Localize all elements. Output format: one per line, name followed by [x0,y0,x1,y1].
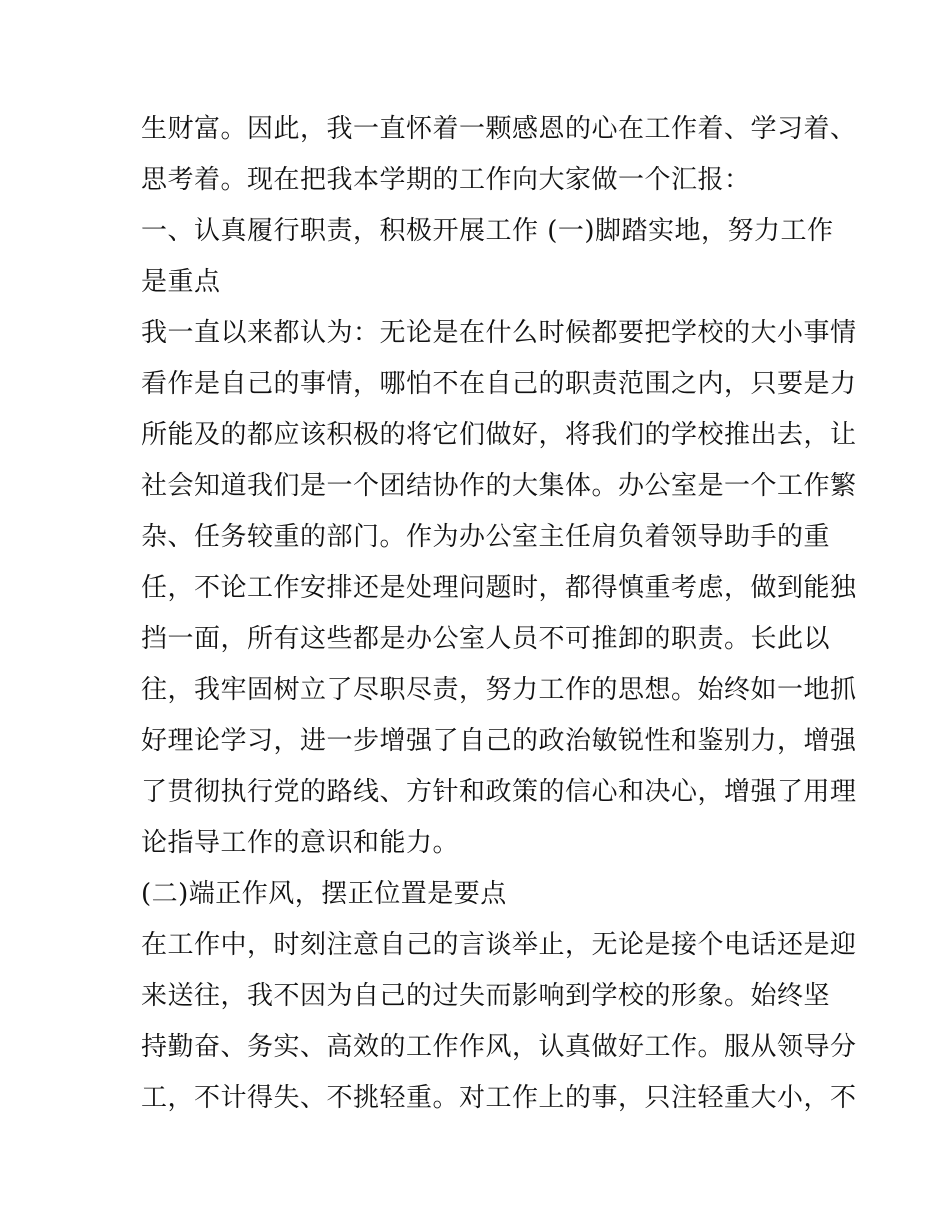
section-heading-continued: 是重点 [141,267,221,297]
text-line: 所能及的都应该积极的将它们做好，将我们的学校推出去，让 [141,420,857,450]
text-line: 生财富。因此，我一直怀着一颗感恩的心在工作着、学习着、 [141,114,857,144]
text-line: 往，我牢固树立了尽职尽责，努力工作的思想。始终如一地抓 [141,675,857,705]
text-line: 任，不论工作安排还是处理问题时，都得慎重考虑，做到能独 [141,573,857,603]
text-line: 思考着。现在把我本学期的工作向大家做一个汇报： [141,165,751,195]
text-line: 挡一面，所有这些都是办公室人员不可推卸的职责。长此以 [141,624,831,654]
document-body [141,104,857,1124]
text-line: 持勤奋、务实、高效的工作作风，认真做好工作。服从领导分 [141,1032,857,1062]
section-heading: 一、认真履行职责，积极开展工作 (一)脚踏实地，努力工作 [141,216,834,246]
text-line: 杂、任务较重的部门。作为办公室主任肩负着领导助手的重 [141,522,831,552]
text-line: 在工作中，时刻注意自己的言谈举止，无论是接个电话还是迎 [141,930,857,960]
text-line: 好理论学习，进一步增强了自己的政治敏锐性和鉴别力，增强 [141,726,857,756]
text-line: 社会知道我们是一个团结协作的大集体。办公室是一个工作繁 [141,471,857,501]
text-line: 工，不计得失、不挑轻重。对工作上的事，只注轻重大小，不 [141,1083,857,1113]
text-line: 论指导工作的意识和能力。 [141,828,460,858]
text-line: 了贯彻执行党的路线、方针和政策的信心和决心，增强了用理 [141,777,857,807]
text-line: 我一直以来都认为：无论是在什么时候都要把学校的大小事情 [141,318,857,348]
text-line: 来送往，我不因为自己的过失而影响到学校的形象。始终坚 [141,981,831,1011]
text-line: 看作是自己的事情，哪怕不在自己的职责范围之内，只要是力 [141,369,857,399]
subsection-heading: (二)端正作风，摆正位置是要点 [141,879,507,909]
